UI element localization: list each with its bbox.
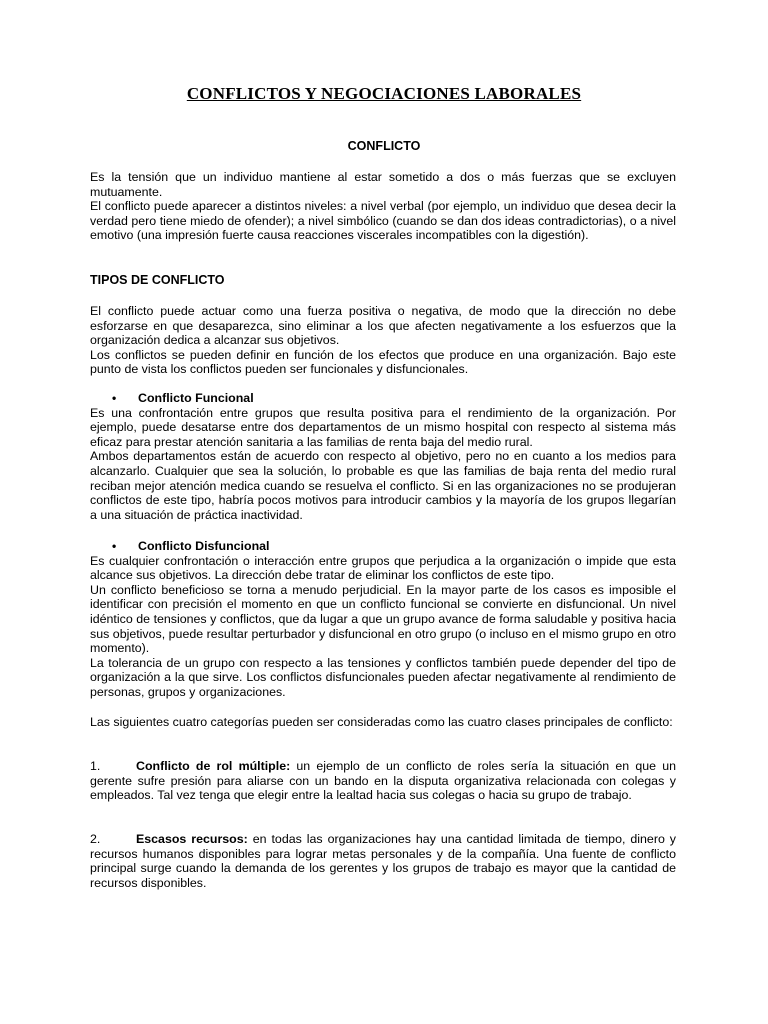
paragraph: El conflicto puede aparecer a distintos niveles: a nivel verbal (por ejemplo, un individuo que desea decir la verdad pero tiene miedo de ofender); a nivel simbólico (cuando se dan dos ideas contradictorias), o a nivel emotivo (una impresión fuerte causa reacciones viscerales incompatibles con la digestión). xyxy=(90,199,676,243)
paragraph: Ambos departamentos están de acuerdo con respecto al objetivo, pero no en cuanto a los medios para alcanzarlo. Cualquier que sea la solución, lo probable es que las familias de baja renta del medio rural reciban mejor atención medica cuando se resuelva el conflicto. Si en las organizaciones no se produjeran conflictos de este tipo, habría pocos motivos para introducir cambios y la mayoría de los grupos llegarían a una situación de práctica inactividad. xyxy=(90,449,676,522)
bullet-heading-funcional xyxy=(90,391,676,406)
list-number: 1. xyxy=(90,759,101,773)
paragraph: Es la tensión que un individuo mantiene al estar sometido a dos o más fuerzas que se excluyen mutuamente. xyxy=(90,170,676,199)
subheading: Conflicto Disfuncional xyxy=(138,539,270,553)
paragraph: Es una confrontación entre grupos que resulta positiva para el rendimiento de la organización. Por ejemplo, puede desatarse entre dos departamentos de un mismo hospital con respecto al sistema más eficaz para prestar atención sanitaria a las familias de renta baja del medio rural. xyxy=(90,405,676,449)
document-title: CONFLICTOS Y NEGOCIACIONES LABORALES xyxy=(186,84,582,103)
list-number: 2. xyxy=(90,832,101,846)
paragraph: El conflicto puede actuar como una fuerza positiva o negativa, de modo que la dirección no debe esforzarse en que desaparezca, sino eliminar a los que afecten negativamente a los esfuerzos que la organización dedica a alcanzar sus objetivos. xyxy=(90,304,676,348)
subheading: Conflicto Funcional xyxy=(138,391,254,405)
paragraph: La tolerancia de un grupo con respecto a las tensiones y conflictos también puede depender del tipo de organización a la que sirve. Los conflictos disfuncionales pueden afectar negativamente al rendimiento de personas, grupos y organizaciones. xyxy=(90,655,676,699)
categorias-block xyxy=(90,715,676,730)
list-term: Escasos recursos: xyxy=(136,832,248,846)
categoria-item-1 xyxy=(90,759,676,803)
list-item xyxy=(90,832,676,890)
bullet-icon: • xyxy=(112,391,117,405)
section-heading-conflicto: CONFLICTO xyxy=(347,139,421,153)
tipos-body xyxy=(90,304,676,377)
paragraph: Los conflictos se pueden definir en función de los efectos que produce en una organización. Bajo este punto de vista los conflictos pueden ser funcionales y disfuncionales. xyxy=(90,347,676,377)
list-text: en todas las organizaciones hay una cantidad limitada de tiempo, dinero y recursos humanos disponibles para lograr metas personales y de la compañía. Una fuente de conflicto principal surge cuando la demanda de los gerentes y los grupos de trabajo es mayor que la cantidad de recursos disponibles. xyxy=(90,832,677,890)
bullet-icon: • xyxy=(112,539,117,553)
list-item xyxy=(90,759,676,803)
intro-block xyxy=(90,170,676,243)
tipos-block xyxy=(90,273,676,288)
paragraph: Las siguientes cuatro categorías pueden ser consideradas como las cuatro clases principales de conflicto: xyxy=(90,715,673,729)
list-term: Conflicto de rol múltiple: xyxy=(136,759,291,773)
funcional-block xyxy=(90,391,676,522)
disfuncional-block xyxy=(90,539,676,700)
bullet-heading-disfuncional xyxy=(90,539,676,554)
categoria-item-2 xyxy=(90,832,676,890)
list-text: un ejemplo de un conflicto de roles sería la situación en que un gerente sufre presión para aliarse con un bando en la disputa organizativa relacionada con colegas y empleados. Tal vez tenga que elegir entre la lealtad hacia sus colegas o hacia su grupo de trabajo. xyxy=(90,759,676,803)
paragraph: Un conflicto beneficioso se torna a menudo perjudicial. En la mayor parte de los casos es imposible el identificar con precisión el momento en que un conflicto funcional se convierte en disfuncional. Un nivel idéntico de tensiones y conflictos, que da lugar a que un grupo avance de forma saludable y positiva hacia sus objetivos, puede resultar perturbador y disfuncional en otro grupo (o incluso en el mismo grupo en otro momento). xyxy=(90,582,676,656)
section-heading-tipos: TIPOS DE CONFLICTO xyxy=(90,273,225,287)
paragraph: Es cualquier confrontación o interacción entre grupos que perjudica a la organización o impide que esta alcance sus objetivos. La dirección debe tratar de eliminar los conflictos de este tipo. xyxy=(90,553,676,583)
